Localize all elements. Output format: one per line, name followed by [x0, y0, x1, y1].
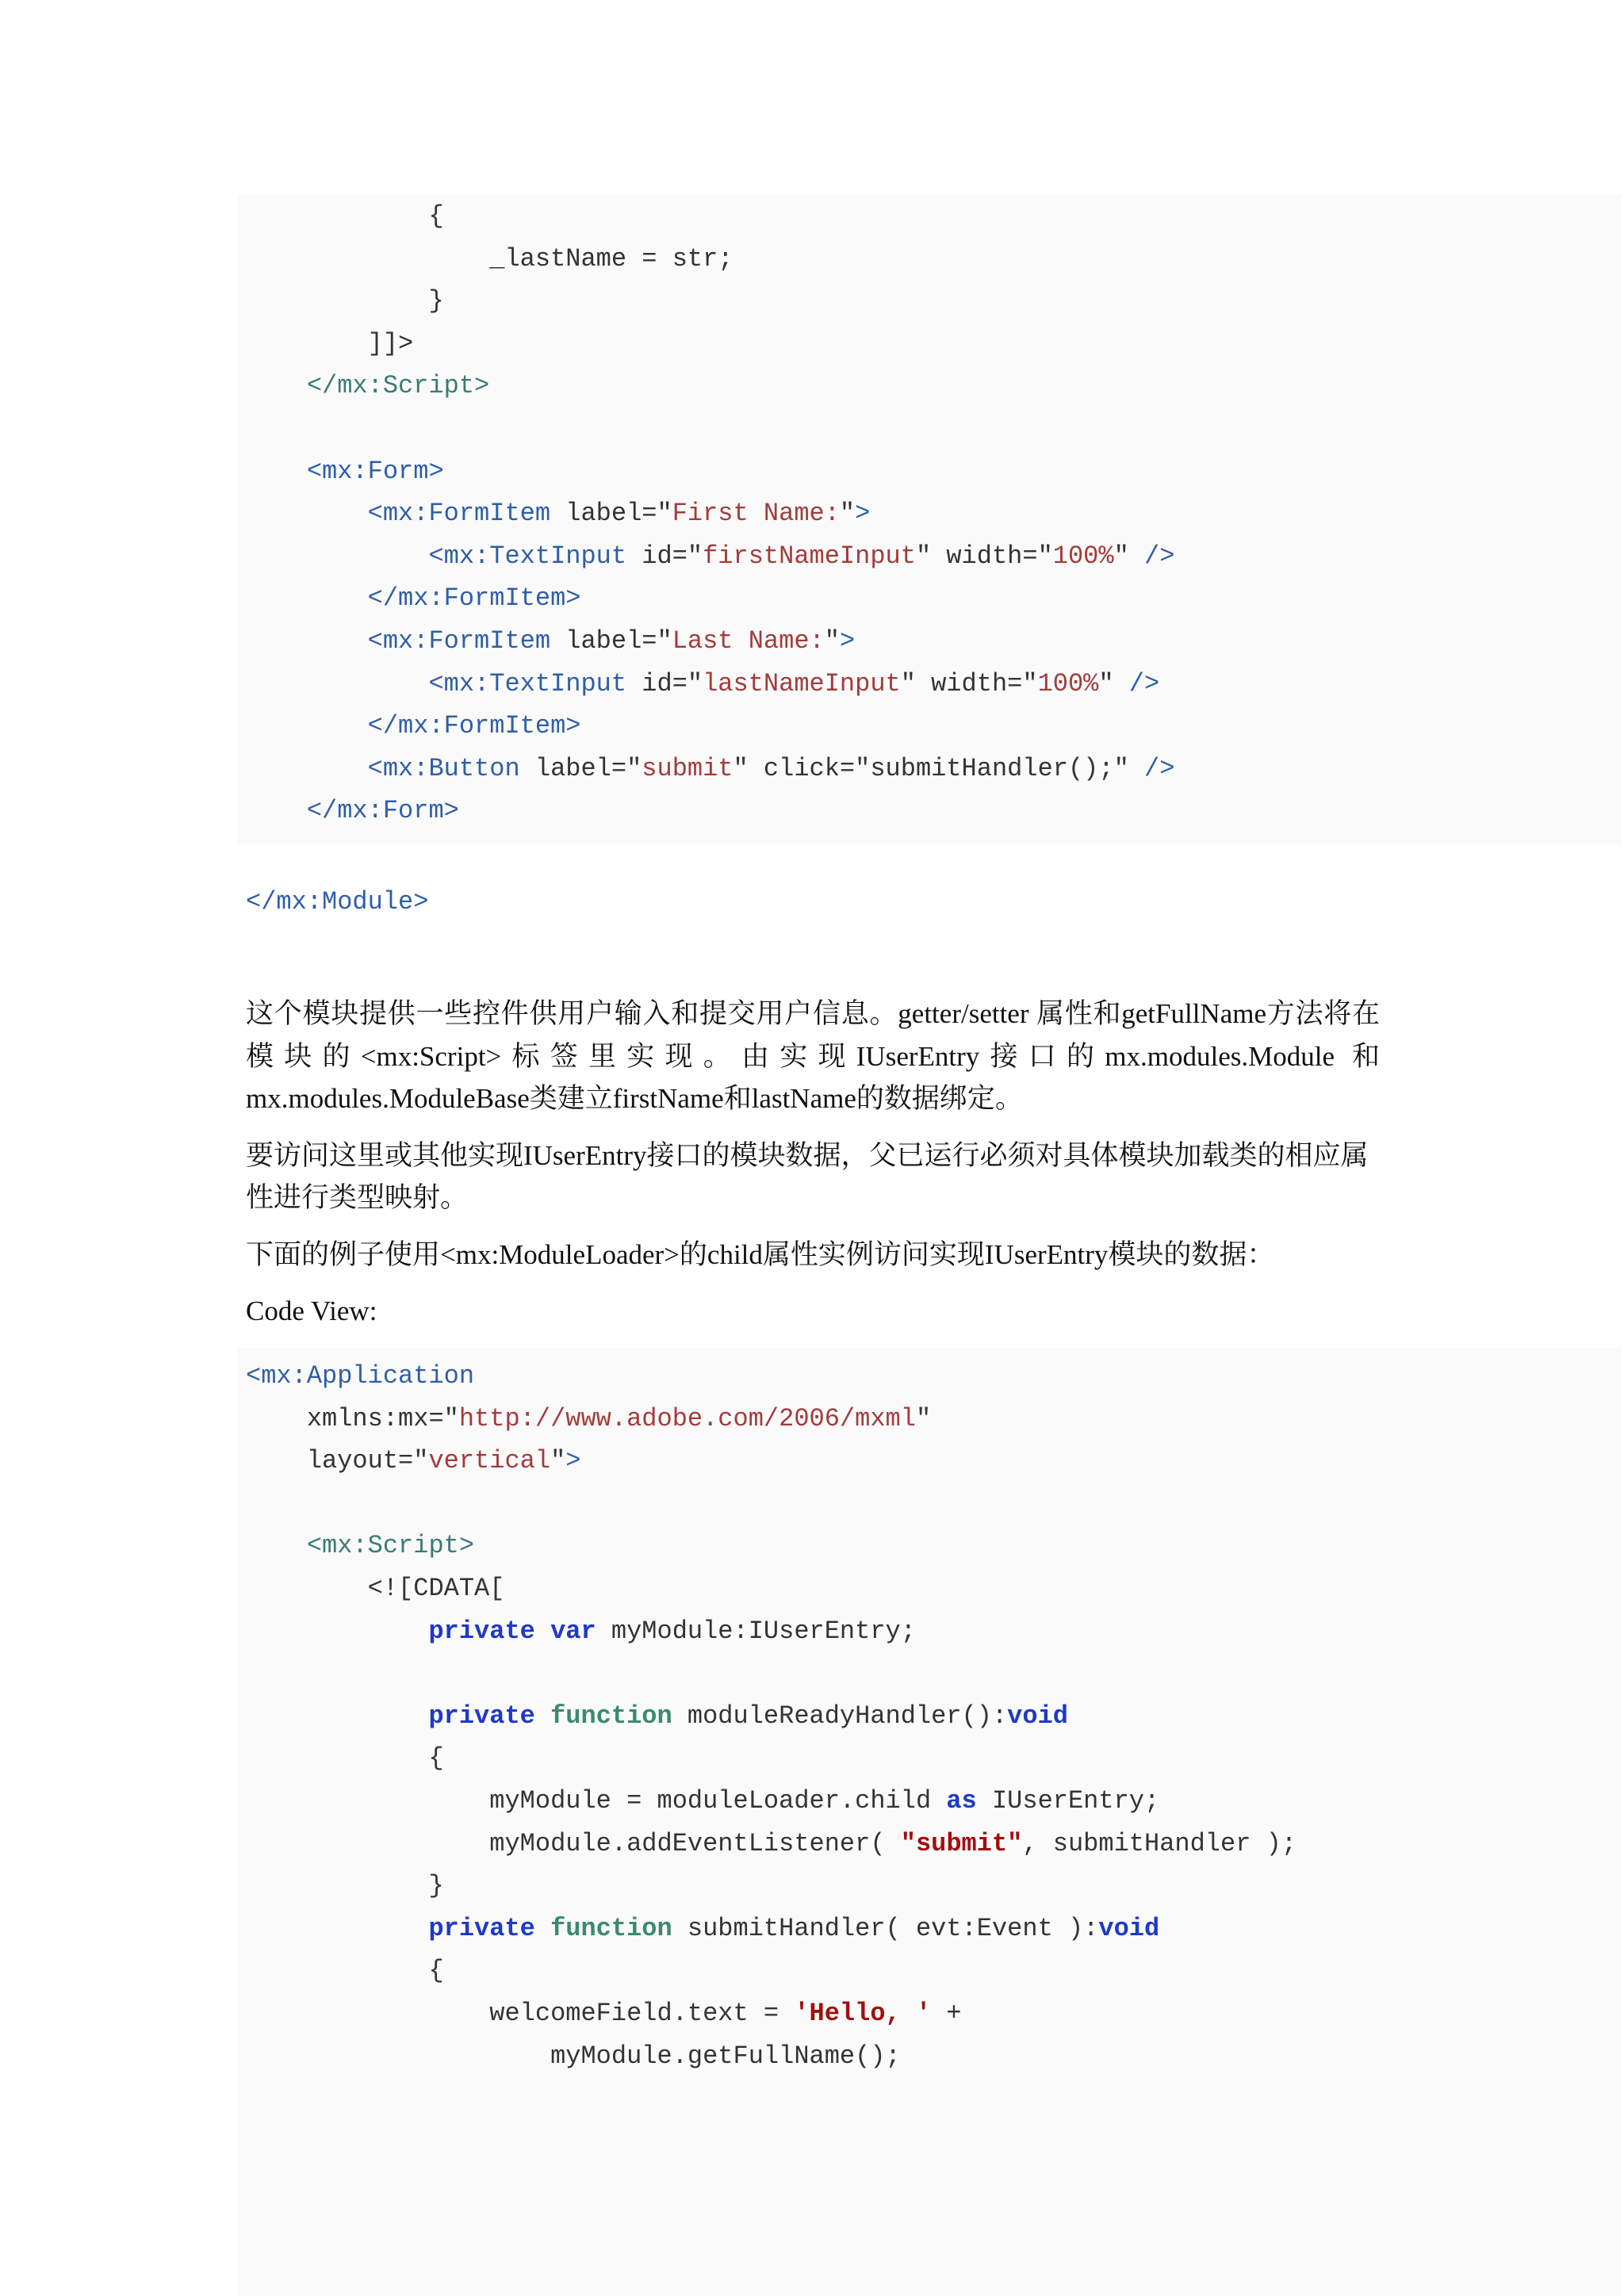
code-token: private [428, 1701, 535, 1731]
code-text: { [246, 201, 444, 231]
code-text: layout=" [246, 1446, 429, 1476]
code-token: <mx:TextInput [428, 668, 627, 698]
code-text: " click="submitHandler();" [733, 753, 1144, 783]
code-token: <mx:TextInput [428, 541, 627, 571]
code-token: </mx:FormItem> [367, 711, 581, 741]
code-token: /> [1143, 541, 1175, 571]
code-token: function [550, 1913, 672, 1943]
code-line [246, 1610, 1297, 1653]
code-text: + [931, 1998, 962, 2028]
code-line [246, 1950, 1297, 1992]
code-text: " width=" [900, 668, 1038, 698]
code-token: </mx:FormItem> [367, 584, 581, 614]
code-line [246, 1525, 1297, 1567]
code-token: 100% [1037, 668, 1099, 698]
code-line [246, 238, 1174, 281]
code-line [246, 663, 1174, 706]
code-line [246, 620, 1174, 663]
code-text [246, 371, 307, 400]
code-text: " width=" [915, 541, 1053, 571]
code-token: firstNameInput [703, 541, 916, 571]
code-text [246, 1531, 307, 1560]
code-text [246, 754, 368, 783]
code-text: label=" [550, 626, 672, 656]
code-text [246, 1701, 428, 1731]
code-line [246, 1737, 1297, 1780]
code-line [246, 365, 1174, 408]
code-line [246, 1992, 1297, 2035]
code-token: submit [642, 753, 733, 783]
code-text [246, 541, 428, 571]
code-line [246, 492, 1174, 535]
code-text [246, 669, 428, 698]
code-text: " [839, 499, 856, 529]
code-text [535, 1914, 550, 1943]
code-text: _lastName = str; [246, 243, 733, 274]
code-line [246, 1483, 1297, 1525]
code-token: </mx:Module> [246, 887, 429, 916]
code-token: "submit" [900, 1828, 1023, 1858]
code-text: { [246, 1956, 444, 1986]
code-text: label=" [519, 753, 642, 783]
code-line [246, 1567, 1297, 1610]
prose-section [246, 993, 1380, 1333]
code-token: <mx:FormItem [367, 626, 551, 656]
code-token: > [839, 626, 856, 656]
code-text: submitHandler( evt:Event ): [672, 1913, 1099, 1943]
code-text: } [246, 286, 444, 316]
code-listing-module-close [246, 881, 428, 924]
code-text: " [1098, 668, 1129, 698]
code-line [246, 280, 1174, 323]
paragraph-code-view-label: Code View: [246, 1295, 377, 1326]
code-text: ]]> [246, 328, 414, 358]
code-token: </mx:Form> [306, 796, 459, 826]
code-token: <mx:Script> [306, 1531, 475, 1561]
code-line [246, 1908, 1297, 1950]
code-text [246, 1914, 428, 1943]
code-line [246, 1398, 1297, 1441]
paragraph-example-intro: 下面的例子使用<mx:ModuleLoader>的child属性实例访问实现IUserEntry模块的数据： [246, 1238, 1275, 1270]
code-line [246, 1695, 1297, 1738]
code-token: void [1007, 1701, 1068, 1731]
code-text: " [824, 626, 840, 656]
paragraph-type-mapping: 要访问这里或其他实现IUserEntry接口的模块数据，父已运行必须对具体模块加载类的相应属性进行类型映射。 [246, 1139, 1369, 1213]
code-token: /> [1128, 668, 1160, 698]
code-text [246, 1617, 428, 1646]
code-line [246, 195, 1174, 238]
code-token: vertical [428, 1446, 551, 1476]
code-token: 'Hello, ' [794, 1998, 932, 2028]
code-line [246, 881, 428, 924]
code-token: void [1098, 1913, 1160, 1943]
code-text [246, 711, 368, 740]
code-line [246, 577, 1174, 620]
code-token: <mx:Button [367, 753, 520, 783]
code-listing-module-tail [246, 195, 1174, 832]
code-text: " [1113, 541, 1144, 571]
code-token: > [855, 499, 871, 529]
code-text: myModule.addEventListener( [246, 1828, 901, 1858]
code-token: <mx:FormItem [367, 499, 551, 529]
code-text [246, 626, 368, 656]
code-token: function [550, 1701, 672, 1731]
code-token: private [428, 1913, 535, 1943]
code-text: } [246, 1871, 444, 1901]
code-text: , submitHandler ); [1022, 1828, 1297, 1858]
code-line [246, 705, 1174, 748]
code-token: <mx:Form> [306, 456, 444, 486]
code-line [246, 1440, 1297, 1483]
paragraph-module-description: 这个模块提供一些控件供用户输入和提交用户信息。getter/setter 属性和getFullName方法将在模块的<mx:Script>标签里实现。由实现IUserEntry接口的mx.modules.Module 和mx.modules.ModuleBase类建立firstName和lastName的数据绑定。 [246, 998, 1380, 1114]
code-token: /> [1143, 753, 1175, 783]
code-text [246, 499, 368, 528]
code-line [246, 450, 1174, 493]
code-line [246, 535, 1174, 578]
code-text: myModule = moduleLoader.child [246, 1785, 947, 1816]
code-line [246, 1355, 1297, 1398]
code-line [246, 1865, 1297, 1908]
code-token: as [946, 1785, 977, 1816]
code-token: private [428, 1616, 535, 1646]
code-token: http://www.adobe.com/2006/mxml [458, 1403, 916, 1433]
code-text: { [246, 1743, 444, 1774]
code-token: 100% [1052, 541, 1114, 571]
code-text: xmlns:mx=" [246, 1403, 459, 1433]
code-token: > [565, 1446, 581, 1476]
code-text: welcomeField.text = [246, 1998, 795, 2028]
code-line [246, 748, 1174, 790]
code-text: id=" [626, 541, 703, 571]
code-text [246, 796, 307, 825]
code-line [246, 323, 1174, 365]
code-token: <mx:Application [246, 1361, 475, 1391]
code-token: First Name: [672, 499, 840, 529]
code-token: Last Name: [672, 626, 825, 656]
code-text: myModule.getFullName(); [246, 2041, 901, 2071]
code-text: id=" [626, 668, 703, 698]
code-line [246, 1652, 1297, 1695]
code-line [246, 1780, 1297, 1823]
code-token: var [550, 1616, 596, 1646]
code-token: lastNameInput [703, 668, 901, 698]
code-text: IUserEntry; [976, 1785, 1160, 1816]
code-line [246, 408, 1174, 450]
code-line [246, 2035, 1297, 2078]
code-text: myModule:IUserEntry; [596, 1616, 916, 1646]
code-token: </mx:Script> [306, 371, 490, 401]
code-text: <![CDATA[ [246, 1573, 505, 1603]
code-text: " [915, 1403, 932, 1433]
code-line [246, 1823, 1297, 1866]
code-listing-application [246, 1355, 1297, 2077]
code-text [535, 1701, 550, 1731]
code-text [246, 457, 307, 486]
code-text: " [550, 1446, 566, 1476]
code-text: moduleReadyHandler(): [672, 1701, 1008, 1731]
code-text: label=" [550, 499, 672, 529]
code-text [246, 584, 368, 613]
code-line [246, 790, 1174, 832]
code-text [535, 1617, 550, 1646]
